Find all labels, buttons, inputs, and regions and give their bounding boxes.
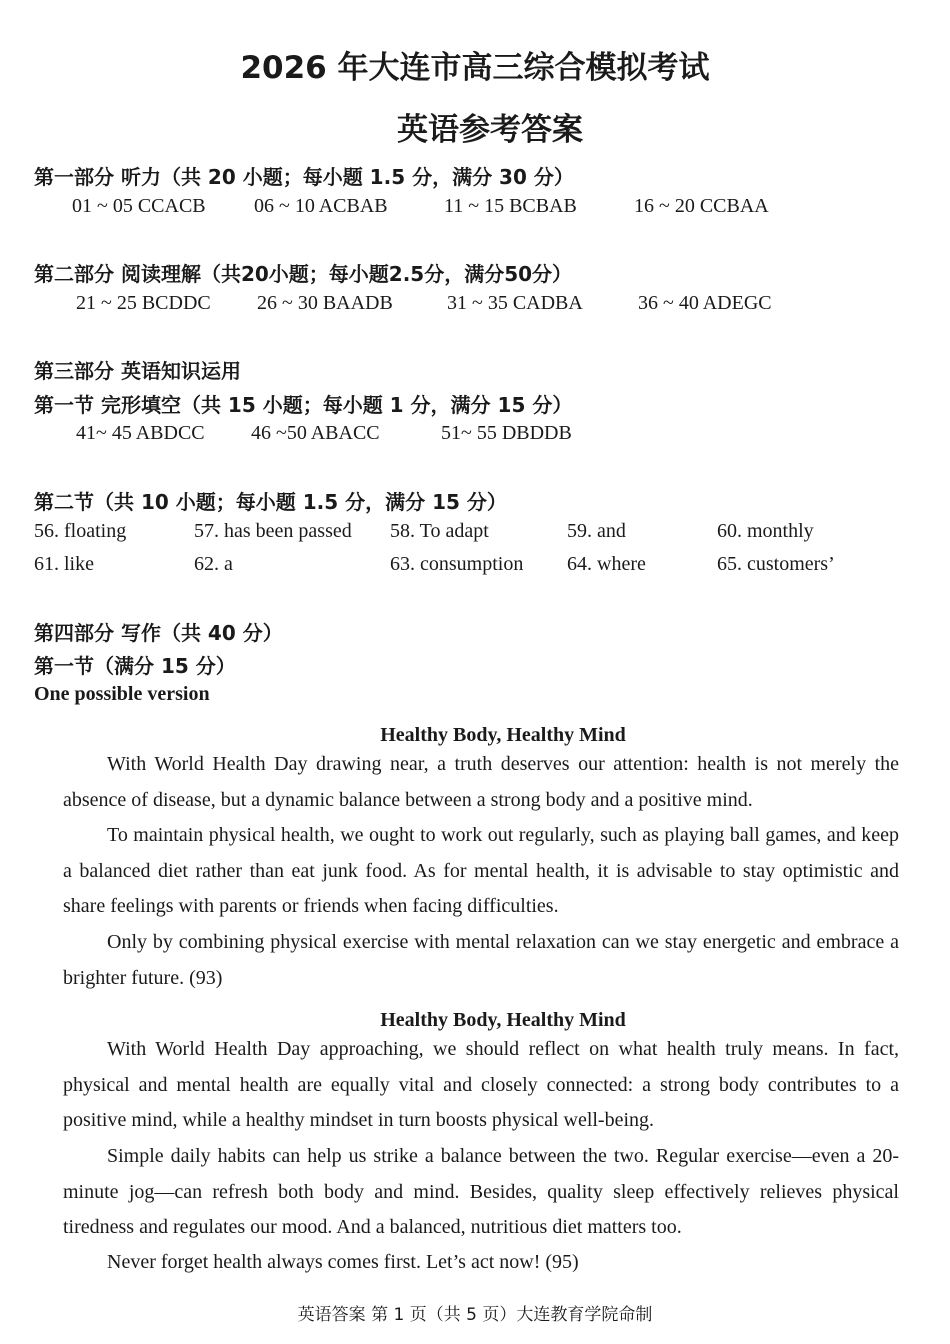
essay1-paragraph: To maintain physical health, we ought to work out regularly, such as playing ball games, and keep a balanced diet rather than eat junk food. As for mental health, it is advisable to stay optimistic and share feelings with parents or friends when facing difficulties. [63,824,899,917]
part3-section2-answer: 58. To adapt [390,520,489,542]
essay2-paragraph: Never forget health always comes first. Let’s act now! (95) [107,1251,579,1273]
possible-version-label: One possible version [34,683,210,705]
part3-section2-answer: 60. monthly [717,520,814,542]
part3-section2-answer: 62. a [194,553,233,575]
part3-section2-heading: 第二节（共 10 小题；每小题 1.5 分，满分 15 分） [34,490,507,514]
essay2-title: Healthy Body, Healthy Mind [380,1009,626,1031]
part2-heading: 第二部分 阅读理解（共20小题；每小题2.5分，满分50分） [34,262,573,286]
essay1-paragraph: With World Health Day drawing near, a truth deserves our attention: health is not merely the absence of disease, but a dynamic balance between a strong body and a positive mind. [63,753,899,811]
part3-section2-answer: 61. like [34,553,94,575]
essay1-paragraph: Only by combining physical exercise with mental relaxation can we stay energetic and embrace a brighter future. (93) [63,931,899,989]
page-footer: 英语答案 第 1 页（共 5 页）大连教育学院命制 [297,1305,653,1325]
exam-title: 2026 年大连市高三综合模拟考试 [240,50,710,86]
part4-section1-heading: 第一节（满分 15 分） [34,654,236,678]
essay2-paragraph: Simple daily habits can help us strike a balance between the two. Regular exercise—even a 20-minute jog—can refresh both body and mind. Besides, quality sleep effectively relieves physical tiredness and regulates our mood. And a balanced, nutritious diet matters too. [63,1145,899,1238]
part4-heading: 第四部分 写作（共 40 分） [34,621,283,645]
part3-section2-answer: 59. and [567,520,626,542]
part2-answer: 26 ~ 30 BAADB [257,292,393,314]
part3-heading: 第三部分 英语知识运用 [34,359,241,383]
part1-heading: 第一部分 听力（共 20 小题；每小题 1.5 分，满分 30 分） [34,165,574,189]
part3-section1-answer: 46 ~50 ABACC [251,422,380,444]
answer-key-subtitle: 英语参考答案 [397,112,583,148]
part3-section2-answer: 64. where [567,553,646,575]
part3-section1-heading: 第一节 完形填空（共 15 小题；每小题 1 分，满分 15 分） [34,393,573,417]
part1-answer: 01 ~ 05 CCACB [72,195,206,217]
part3-section2-answer: 56. floating [34,520,127,542]
part3-section2-answer: 63. consumption [390,553,524,575]
part2-answer: 31 ~ 35 CADBA [447,292,583,314]
part2-answer: 36 ~ 40 ADEGC [638,292,772,314]
part2-answer: 21 ~ 25 BCDDC [76,292,211,314]
part3-section1-answer: 41~ 45 ABDCC [76,422,205,444]
part3-section1-answer: 51~ 55 DBDDB [441,422,572,444]
part3-section2-answer: 57. has been passed [194,520,352,542]
part3-section2-answer: 65. customers’ [717,553,835,575]
part1-answer: 11 ~ 15 BCBAB [444,195,577,217]
essay2-paragraph: With World Health Day approaching, we should reflect on what health truly means. In fact, physical and mental health are equally vital and closely connected: a strong body contributes to a positive mind, while a healthy mindset in turn boosts physical well-being. [63,1038,899,1131]
part1-answer: 16 ~ 20 CCBAA [634,195,769,217]
essay1-title: Healthy Body, Healthy Mind [380,724,626,746]
part1-answer: 06 ~ 10 ACBAB [254,195,388,217]
